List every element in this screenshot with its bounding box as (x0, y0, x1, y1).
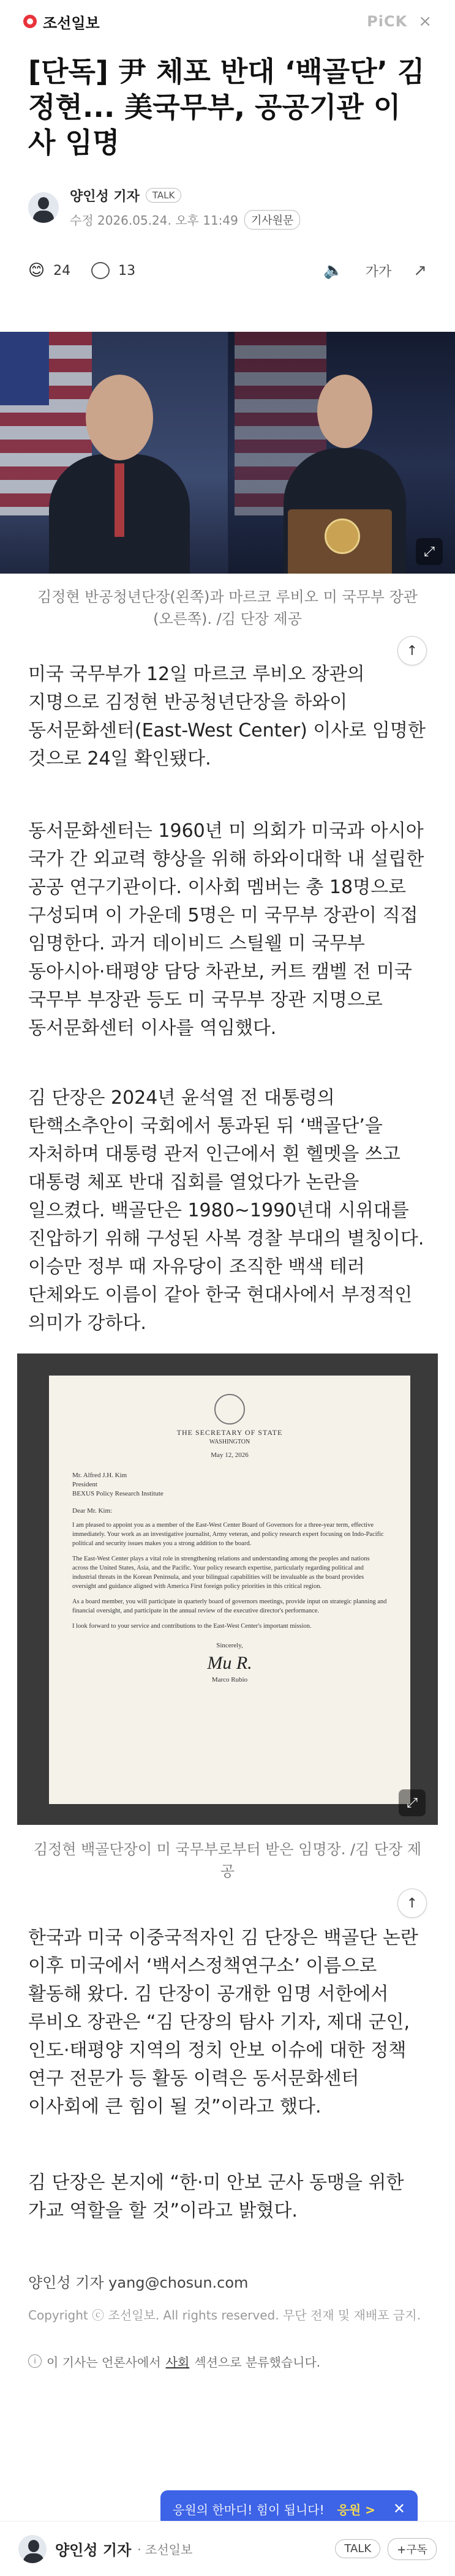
category-link[interactable]: 사회 (165, 2354, 190, 2370)
letter-body-3: As a board member, you will participate in quarterly board of governors meetings, provide input on strategic planning and financial oversight, and participate in the annual review of the executive director's performance. (72, 1598, 387, 1614)
article-headline: [단독] 尹 체포 반대 ‘백골단’ 김정현... 美국무부, 공공기관 이사 임명 (28, 55, 425, 159)
photo-left-panel (0, 332, 228, 574)
letter-paper (49, 1376, 410, 1804)
letter-signer: Marco Rubio (211, 1676, 248, 1683)
subscribe-button[interactable]: +구독 (388, 2538, 437, 2560)
letter-sub: WASHINGTON (209, 1439, 250, 1445)
brand-logo-icon (23, 15, 37, 28)
state-seal-icon (214, 1394, 245, 1425)
appointment-letter-image[interactable] (17, 1354, 438, 1825)
author-name[interactable]: 양인성 기자 (70, 189, 140, 204)
paragraph-1: 미국 국무부가 12일 마르코 루비오 장관의 지명으로 김정현 반공청년단장을 하와이 동서문화센터(East-West Center) 이사로 임명한 것으로 24일 확인됐다. (28, 664, 426, 769)
timestamp: 수정 2026.05.24. 오후 11:49 (70, 213, 238, 228)
byline (28, 180, 427, 235)
talk-badge[interactable]: TALK (146, 188, 181, 203)
top-bar (0, 0, 455, 43)
letter-dear: Dear Mr. Kim: (72, 1507, 113, 1515)
flag-canton (0, 332, 49, 405)
author-avatar[interactable] (18, 2535, 47, 2563)
expand-photo-icon[interactable]: ⤢ (416, 538, 443, 565)
original-article-button[interactable]: 기사원문 (244, 210, 301, 230)
share-icon[interactable]: ↗ (413, 261, 427, 280)
talk-button[interactable]: TALK (335, 2539, 380, 2558)
reaction-count: 24 (53, 263, 71, 279)
speaker-icon[interactable]: 🔈 (323, 261, 344, 280)
letter-date: May 12, 2026 (211, 1451, 249, 1459)
brand-name: 조선일보 (43, 14, 100, 32)
paragraph-4: 한국과 미국 이중국적자인 김 단장은 백골단 논란 이후 미국에서 ‘백서스정책연구소’ 이름으로 활동해 왔다. 김 단장이 공개한 임명 서한에서 루비오 장관은 “김 단장의 탐사 기자, 제대 군인, 인도·태평양 지역의 정치 안보 이슈에 대한 정책 연구 전문가 등 활동 이력은 동서문화센터 이사회에 큰 힘이 될 것”이라고 했다. (28, 1927, 418, 2117)
footer-author: 양인성 기자 yang@chosun.com (28, 2274, 249, 2291)
copyright: Copyright ⓒ 조선일보. All rights reserved. 무단 전재 및 재배포 금지. (28, 2308, 421, 2323)
seal-graphic (325, 519, 360, 554)
bottom-outlet: · 조선일보 (137, 2542, 193, 2557)
comment-icon[interactable] (91, 262, 110, 279)
person-head (86, 375, 153, 460)
font-size-button[interactable]: 가가 (365, 264, 392, 280)
toast-close-icon[interactable]: ✕ (393, 2500, 405, 2517)
author-avatar[interactable] (28, 192, 59, 223)
letter-head: THE SECRETARY OF STATE (176, 1428, 283, 1437)
scroll-up-icon[interactable]: ↑ (397, 1889, 427, 1918)
category-suffix: 섹션으로 분류했습니다. (194, 2354, 321, 2370)
tie-graphic (115, 463, 124, 537)
letter-body-4: I look forward to your service and contributions to the East-West Center's important mission. (72, 1623, 312, 1630)
person-head (317, 375, 372, 448)
reaction-emoji-icon[interactable]: 😊 (28, 261, 45, 280)
letter-closing: Sincerely, (216, 1642, 243, 1649)
cheer-button[interactable]: 응원 > (337, 2502, 375, 2517)
letter-caption: 김정현 백골단장이 미 국무부로부터 받은 임명장. /김 단장 제공 (33, 1841, 422, 1880)
brand[interactable] (23, 11, 100, 32)
letter-addr-name: Mr. Alfred J.H. Kim (72, 1472, 127, 1479)
bottom-author-name[interactable]: 양인성 기자 (55, 2542, 132, 2559)
close-icon[interactable]: × (418, 12, 432, 31)
pick-label[interactable]: PiCK (367, 13, 408, 30)
paragraph-5: 김 단장은 본지에 “한·미 안보 군사 동맹을 위한 가교 역할을 할 것”이라고 밝혔다. (28, 2172, 404, 2222)
bottom-author-bar (0, 2521, 455, 2576)
paragraph-3: 김 단장은 2024년 윤석열 전 대통령의 탄핵소추안이 국회에서 통과된 뒤 ‘백골단’을 자처하며 대통령 관저 인근에서 흰 헬멧을 쓰고 대통령 체포 반대 집회를 열었다가 논란을 일으켰다. 백골단은 1980~1990년대 시위대를 진압하기 위해 구성된 사복 경찰 부대의 별칭이다. 이승만 정부 때 자유당이 조직한 백색 테러 단체와도 이름이 같아 한국 현대사에서 부정적인 의미가 강하다. (28, 1087, 424, 1334)
category-prefix: 이 기사는 언론사에서 (47, 2354, 161, 2370)
article-photo[interactable] (0, 332, 455, 574)
category-note (28, 2351, 427, 2371)
paragraph-2: 동서문화센터는 1960년 미 의회가 미국과 아시아 국가 간 외교력 향상을 위해 하와이대학 내 설립한 공공 연구기관이다. 이사회 멤버는 총 18명으로 구성되며 이 가운데 5명은 미 국무부 장관이 직접 임명한다. 과거 데이비드 스틸웰 미 국무부 동아시아·태평양 담당 차관보, 커트 캠벨 전 미국 국무부 부장관 등도 미 국무부 장관 지명으로 동서문화센터 이사를 역임했다. (28, 820, 424, 1039)
scroll-up-icon[interactable]: ↑ (397, 636, 427, 665)
letter-addr-title: President (72, 1481, 97, 1488)
letter-signature: Mu R. (207, 1653, 252, 1673)
expand-letter-icon[interactable]: ⤢ (399, 1789, 426, 1816)
action-row (28, 252, 427, 289)
letter-body-2: The East-West Center plays a vital role in strengthening relations and understanding among the peoples and nations across the United States, Asia, and the Pacific. Your policy research expertise, particularly regarding political and industrial threats in the Korean Peninsula, and your bilingual capabilities will be invaluable as the board provides oversight and guidance aligned with America First foreign policy priorities in this critical region. (72, 1556, 370, 1590)
letter-addr-org: BEXUS Policy Research Institute (72, 1490, 164, 1497)
toast-text: 응원의 한마디! 힘이 됩니다! (173, 2502, 325, 2517)
comment-count: 13 (118, 263, 136, 279)
photo-caption: 김정현 반공청년단장(왼쪽)과 마르코 루비오 미 국무부 장관(오른쪽). /김 단장 제공 (37, 588, 418, 627)
letter-body-1: I am pleased to appoint you as a member of the East-West Center Board of Governors for a three-year term, effective immediately. Your work as an investigative journalist, Army veteran, and policy research expert focusing on Indo-Pacific political and security issues makes you a strong addition to the board. (72, 1522, 384, 1547)
info-icon: i (28, 2354, 42, 2368)
